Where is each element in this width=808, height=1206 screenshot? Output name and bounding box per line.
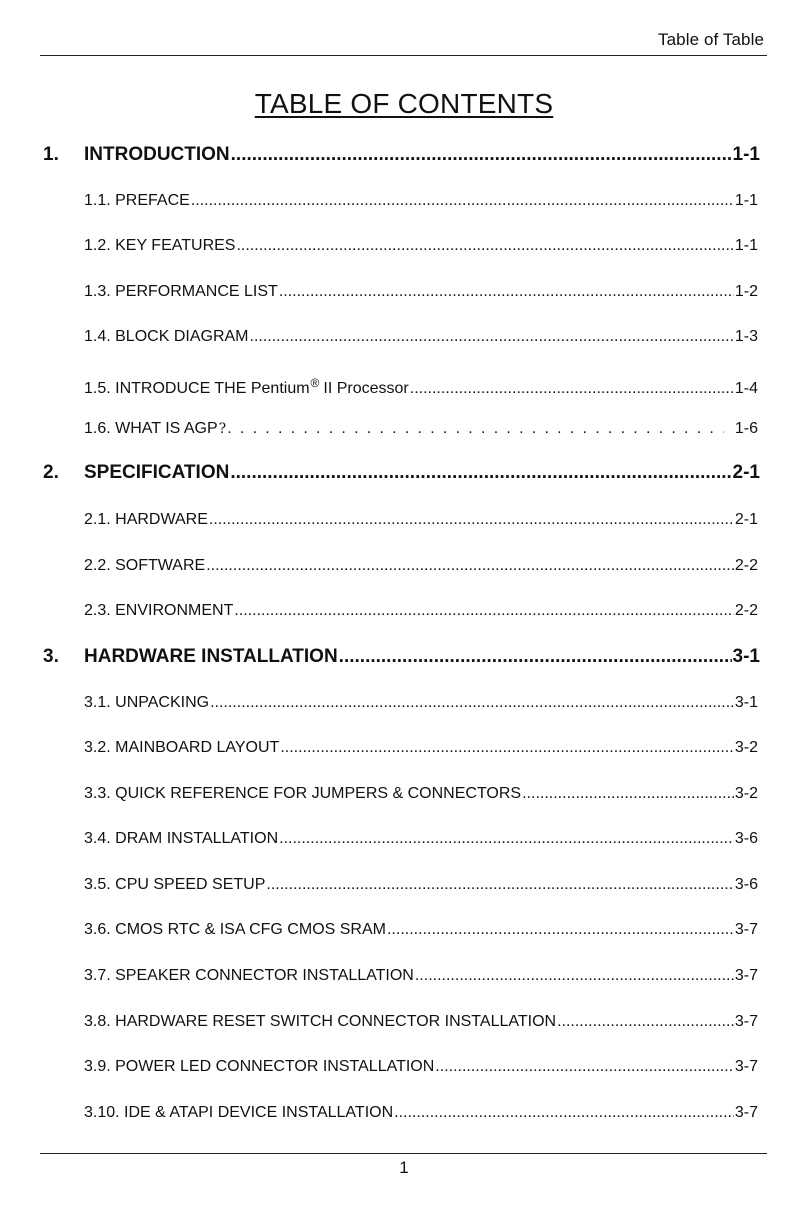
page-ref: 2-2 (734, 557, 758, 574)
toc-chapter-hardware-installation[interactable] (0, 644, 808, 670)
dot-leader (227, 416, 724, 442)
section-title: 1.4. BLOCK DIAGRAM (84, 328, 249, 345)
page-ref: 1-3 (734, 328, 758, 345)
toc-entry-software[interactable] (0, 553, 808, 579)
toc-entry-quick-reference[interactable] (0, 781, 808, 807)
section-title: 3.5. CPU SPEED SETUP (84, 876, 266, 893)
page-title: TABLE OF CONTENTS (254, 88, 554, 119)
section-title-part: 1.5. INTRODUCE THE Pentium (84, 380, 310, 397)
section-title: 3.3. QUICK REFERENCE FOR JUMPERS & CONNECTORS (84, 785, 522, 802)
dot-leader (230, 460, 731, 486)
section-title: 3.1. UNPACKING (84, 694, 210, 711)
header-rule (40, 55, 767, 56)
toc-chapter-introduction[interactable] (0, 142, 808, 168)
dot-leader (231, 142, 732, 168)
dot-leader (210, 690, 734, 716)
section-title: 2.3. ENVIRONMENT (84, 602, 234, 619)
page-ref: 3-6 (734, 876, 758, 893)
section-title: 3.4. DRAM INSTALLATION (84, 830, 279, 847)
dot-leader (209, 507, 734, 533)
section-title: 1.1. PREFACE (84, 192, 190, 209)
section-title: 3.8. HARDWARE RESET SWITCH CONNECTOR INSTALLATION (84, 1013, 557, 1030)
toc-entry-dram-installation[interactable] (0, 826, 808, 852)
dot-leader (410, 376, 734, 402)
toc-entry-performance-list[interactable] (0, 279, 808, 305)
section-title-part: II Processor (323, 380, 409, 397)
chapter-title: SPECIFICATION (84, 462, 230, 483)
dot-leader (206, 553, 734, 579)
page-ref: 2-1 (732, 462, 760, 483)
dot-leader (394, 1100, 734, 1126)
page-ref: 1-2 (734, 283, 758, 300)
toc-entry-reset-switch[interactable] (0, 1009, 808, 1035)
toc-entry-unpacking[interactable] (0, 690, 808, 716)
dot-leader (280, 735, 734, 761)
dot-leader (415, 963, 734, 989)
toc-entry-ide-atapi[interactable] (0, 1100, 808, 1126)
page-ref: 1-1 (732, 144, 760, 165)
dot-leader (236, 233, 733, 259)
toc-entry-key-features[interactable] (0, 233, 808, 259)
section-title: 3.9. POWER LED CONNECTOR INSTALLATION (84, 1058, 435, 1075)
toc-entry-pentium-ii[interactable] (0, 370, 808, 396)
dot-leader (435, 1054, 734, 1080)
page-ref: 3-2 (734, 785, 758, 802)
section-title (84, 370, 409, 402)
section-title (84, 416, 226, 442)
page-ref: 3-2 (734, 739, 758, 756)
chapter-number: 2. (43, 462, 59, 483)
toc-entry-mainboard-layout[interactable] (0, 735, 808, 761)
section-title: 1.2. KEY FEATURES (84, 237, 236, 254)
dot-leader (250, 324, 734, 350)
page-ref: 3-7 (734, 1104, 758, 1121)
section-title: 1.3. PERFORMANCE LIST (84, 283, 278, 300)
toc-entry-power-led[interactable] (0, 1054, 808, 1080)
toc-entry-cmos-rtc[interactable] (0, 917, 808, 943)
question-mark: ? (218, 421, 227, 437)
running-header: Table of Table (658, 30, 764, 49)
section-title: 3.6. CMOS RTC & ISA CFG CMOS SRAM (84, 921, 386, 938)
page-ref: 3-7 (734, 1013, 758, 1030)
page-ref: 1-1 (734, 192, 758, 209)
section-title: 2.2. SOFTWARE (84, 557, 206, 574)
toc-chapter-specification[interactable] (0, 460, 808, 486)
dot-leader (339, 644, 732, 670)
dot-leader (557, 1009, 734, 1035)
dot-leader (266, 872, 733, 898)
chapter-number: 3. (43, 646, 59, 667)
dot-leader (522, 781, 734, 807)
page-ref: 3-7 (734, 921, 758, 938)
section-title: 2.1. HARDWARE (84, 511, 208, 528)
section-title: 3.2. MAINBOARD LAYOUT (84, 739, 280, 756)
toc-entry-hardware[interactable] (0, 507, 808, 533)
section-title: 3.10. IDE & ATAPI DEVICE INSTALLATION (84, 1104, 394, 1121)
toc-entry-speaker-connector[interactable] (0, 963, 808, 989)
page-ref: 2-1 (734, 511, 758, 528)
page-ref: 3-1 (734, 694, 758, 711)
page-ref: 1-1 (734, 237, 758, 254)
dot-leader (387, 917, 734, 943)
page-ref: 1-4 (734, 380, 758, 397)
dot-leader (279, 826, 734, 852)
section-title-part: 1.6. WHAT IS AGP (84, 420, 218, 437)
page-ref: 1-6 (734, 420, 758, 437)
page-ref: 3-1 (732, 646, 760, 667)
section-title: 3.7. SPEAKER CONNECTOR INSTALLATION (84, 967, 414, 984)
toc-entry-block-diagram[interactable] (0, 324, 808, 350)
page-ref: 3-6 (734, 830, 758, 847)
toc-entry-cpu-speed-setup[interactable] (0, 872, 808, 898)
page-ref: 3-7 (734, 1058, 758, 1075)
registered-symbol: ® (310, 376, 320, 390)
page-ref: 3-7 (734, 967, 758, 984)
chapter-number: 1. (43, 144, 59, 165)
toc-entry-preface[interactable] (0, 188, 808, 214)
dot-leader (234, 598, 734, 624)
dot-leader (191, 188, 734, 214)
toc-entry-environment[interactable] (0, 598, 808, 624)
toc-entry-what-is-agp[interactable] (0, 416, 808, 442)
chapter-title: HARDWARE INSTALLATION (84, 646, 338, 667)
page-ref: 2-2 (734, 602, 758, 619)
footer-page-number: 1 (399, 1158, 409, 1177)
footer-rule (40, 1153, 767, 1154)
dot-leader (279, 279, 734, 305)
chapter-title: INTRODUCTION (84, 144, 230, 165)
